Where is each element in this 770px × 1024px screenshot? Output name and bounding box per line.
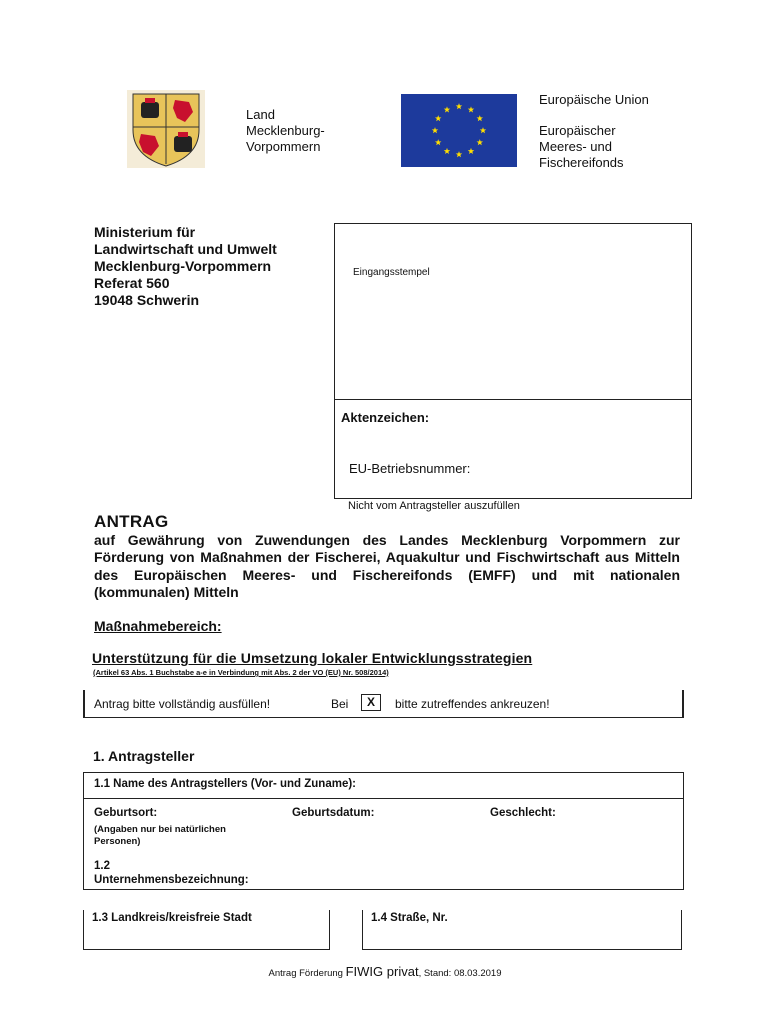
geschlecht-field-label[interactable]: Geschlecht:	[490, 807, 556, 819]
address-line-1: Ministerium für	[94, 224, 196, 240]
land-line-1: Land	[246, 107, 275, 122]
eu-betriebsnummer-label: EU-Betriebsnummer:	[349, 461, 471, 476]
landkreis-field[interactable]	[83, 910, 330, 950]
unternehmen-number: 1.2	[94, 860, 110, 872]
coat-of-arms-icon	[127, 90, 205, 168]
antrag-subtitle: auf Gewährung von Zuwendungen des Landes Mecklenburg Vorpommern zur Förderung von Maßnahmen der Fischerei, Aquakultur und Fischwirtschaft aus Mitteln des Europäischen Meeres- und Fischereifonds (EMFF) und mit nationalen (kommunalen) Mitteln	[94, 532, 680, 600]
footer-program: FIWIG privat	[345, 964, 419, 979]
eu-line-4: Fischereifonds	[539, 155, 624, 170]
geburtsdatum-field-label[interactable]: Geburtsdatum:	[292, 807, 375, 819]
stamp-label: Eingangsstempel	[353, 267, 430, 278]
eu-line-3: Meeres- und	[539, 139, 612, 154]
eu-fund-text	[539, 92, 699, 171]
land-line-2: Mecklenburg-	[246, 123, 325, 138]
footer-suffix: , Stand: 08.03.2019	[418, 968, 502, 979]
unternehmen-field-label[interactable]	[94, 859, 294, 887]
stamp-divider	[335, 399, 691, 400]
instruction-tick-text: bitte zutreffendes ankreuzen!	[395, 697, 550, 711]
eu-line-1: Europäische Union	[539, 92, 649, 107]
instruction-bei-text: Bei	[331, 697, 349, 711]
natural-person-hint: (Angaben nur bei natürlichen Personen)	[94, 824, 226, 847]
massnahme-title: Unterstützung für die Umsetzung lokaler Entwicklungsstrategien	[92, 650, 533, 666]
massnahme-reference: (Artikel 63 Abs. 1 Buchstabe a-e in Verbindung mit Abs. 2 der VO (EU) Nr. 508/2014)	[93, 668, 389, 677]
instruction-complete-text: Antrag bitte vollständig ausfüllen!	[94, 697, 271, 711]
aktenzeichen-label: Aktenzeichen:	[341, 410, 430, 425]
unternehmen-label: Unternehmensbezeichnung:	[94, 874, 249, 886]
strasse-field-label: 1.4 Straße, Nr.	[371, 912, 448, 924]
address-line-2: Landwirtschaft und Umwelt	[94, 241, 277, 257]
address-line-5: 19048 Schwerin	[94, 292, 200, 308]
address-line-4: Referat 560	[94, 275, 170, 291]
name-field-label[interactable]: 1.1 Name des Antragstellers (Vor- und Zuname):	[94, 778, 357, 790]
landkreis-field-label: 1.3 Landkreis/kreisfreie Stadt	[92, 912, 252, 924]
office-use-box	[334, 223, 692, 499]
land-line-3: Vorpommern	[246, 139, 321, 154]
eu-flag-icon	[401, 94, 517, 167]
antrag-title: ANTRAG	[94, 512, 169, 531]
address-line-3: Mecklenburg-Vorpommern	[94, 258, 272, 274]
land-name	[246, 107, 366, 155]
name-divider	[84, 798, 683, 799]
eu-line-2: Europäischer	[539, 123, 616, 138]
applicant-form-block	[83, 773, 684, 890]
recipient-address	[94, 224, 324, 309]
footer-prefix: Antrag Förderung	[268, 968, 343, 979]
office-use-note: Nicht vom Antragsteller auszufüllen	[348, 500, 520, 512]
section-1-title: 1. Antragsteller	[93, 748, 195, 764]
massnahme-label: Maßnahmebereich:	[94, 618, 222, 634]
page-footer	[0, 964, 770, 979]
geburtsort-field-label[interactable]: Geburtsort:	[94, 807, 158, 819]
instruction-row	[83, 690, 684, 718]
strasse-field[interactable]	[362, 910, 682, 950]
example-checkbox: X	[361, 694, 381, 711]
